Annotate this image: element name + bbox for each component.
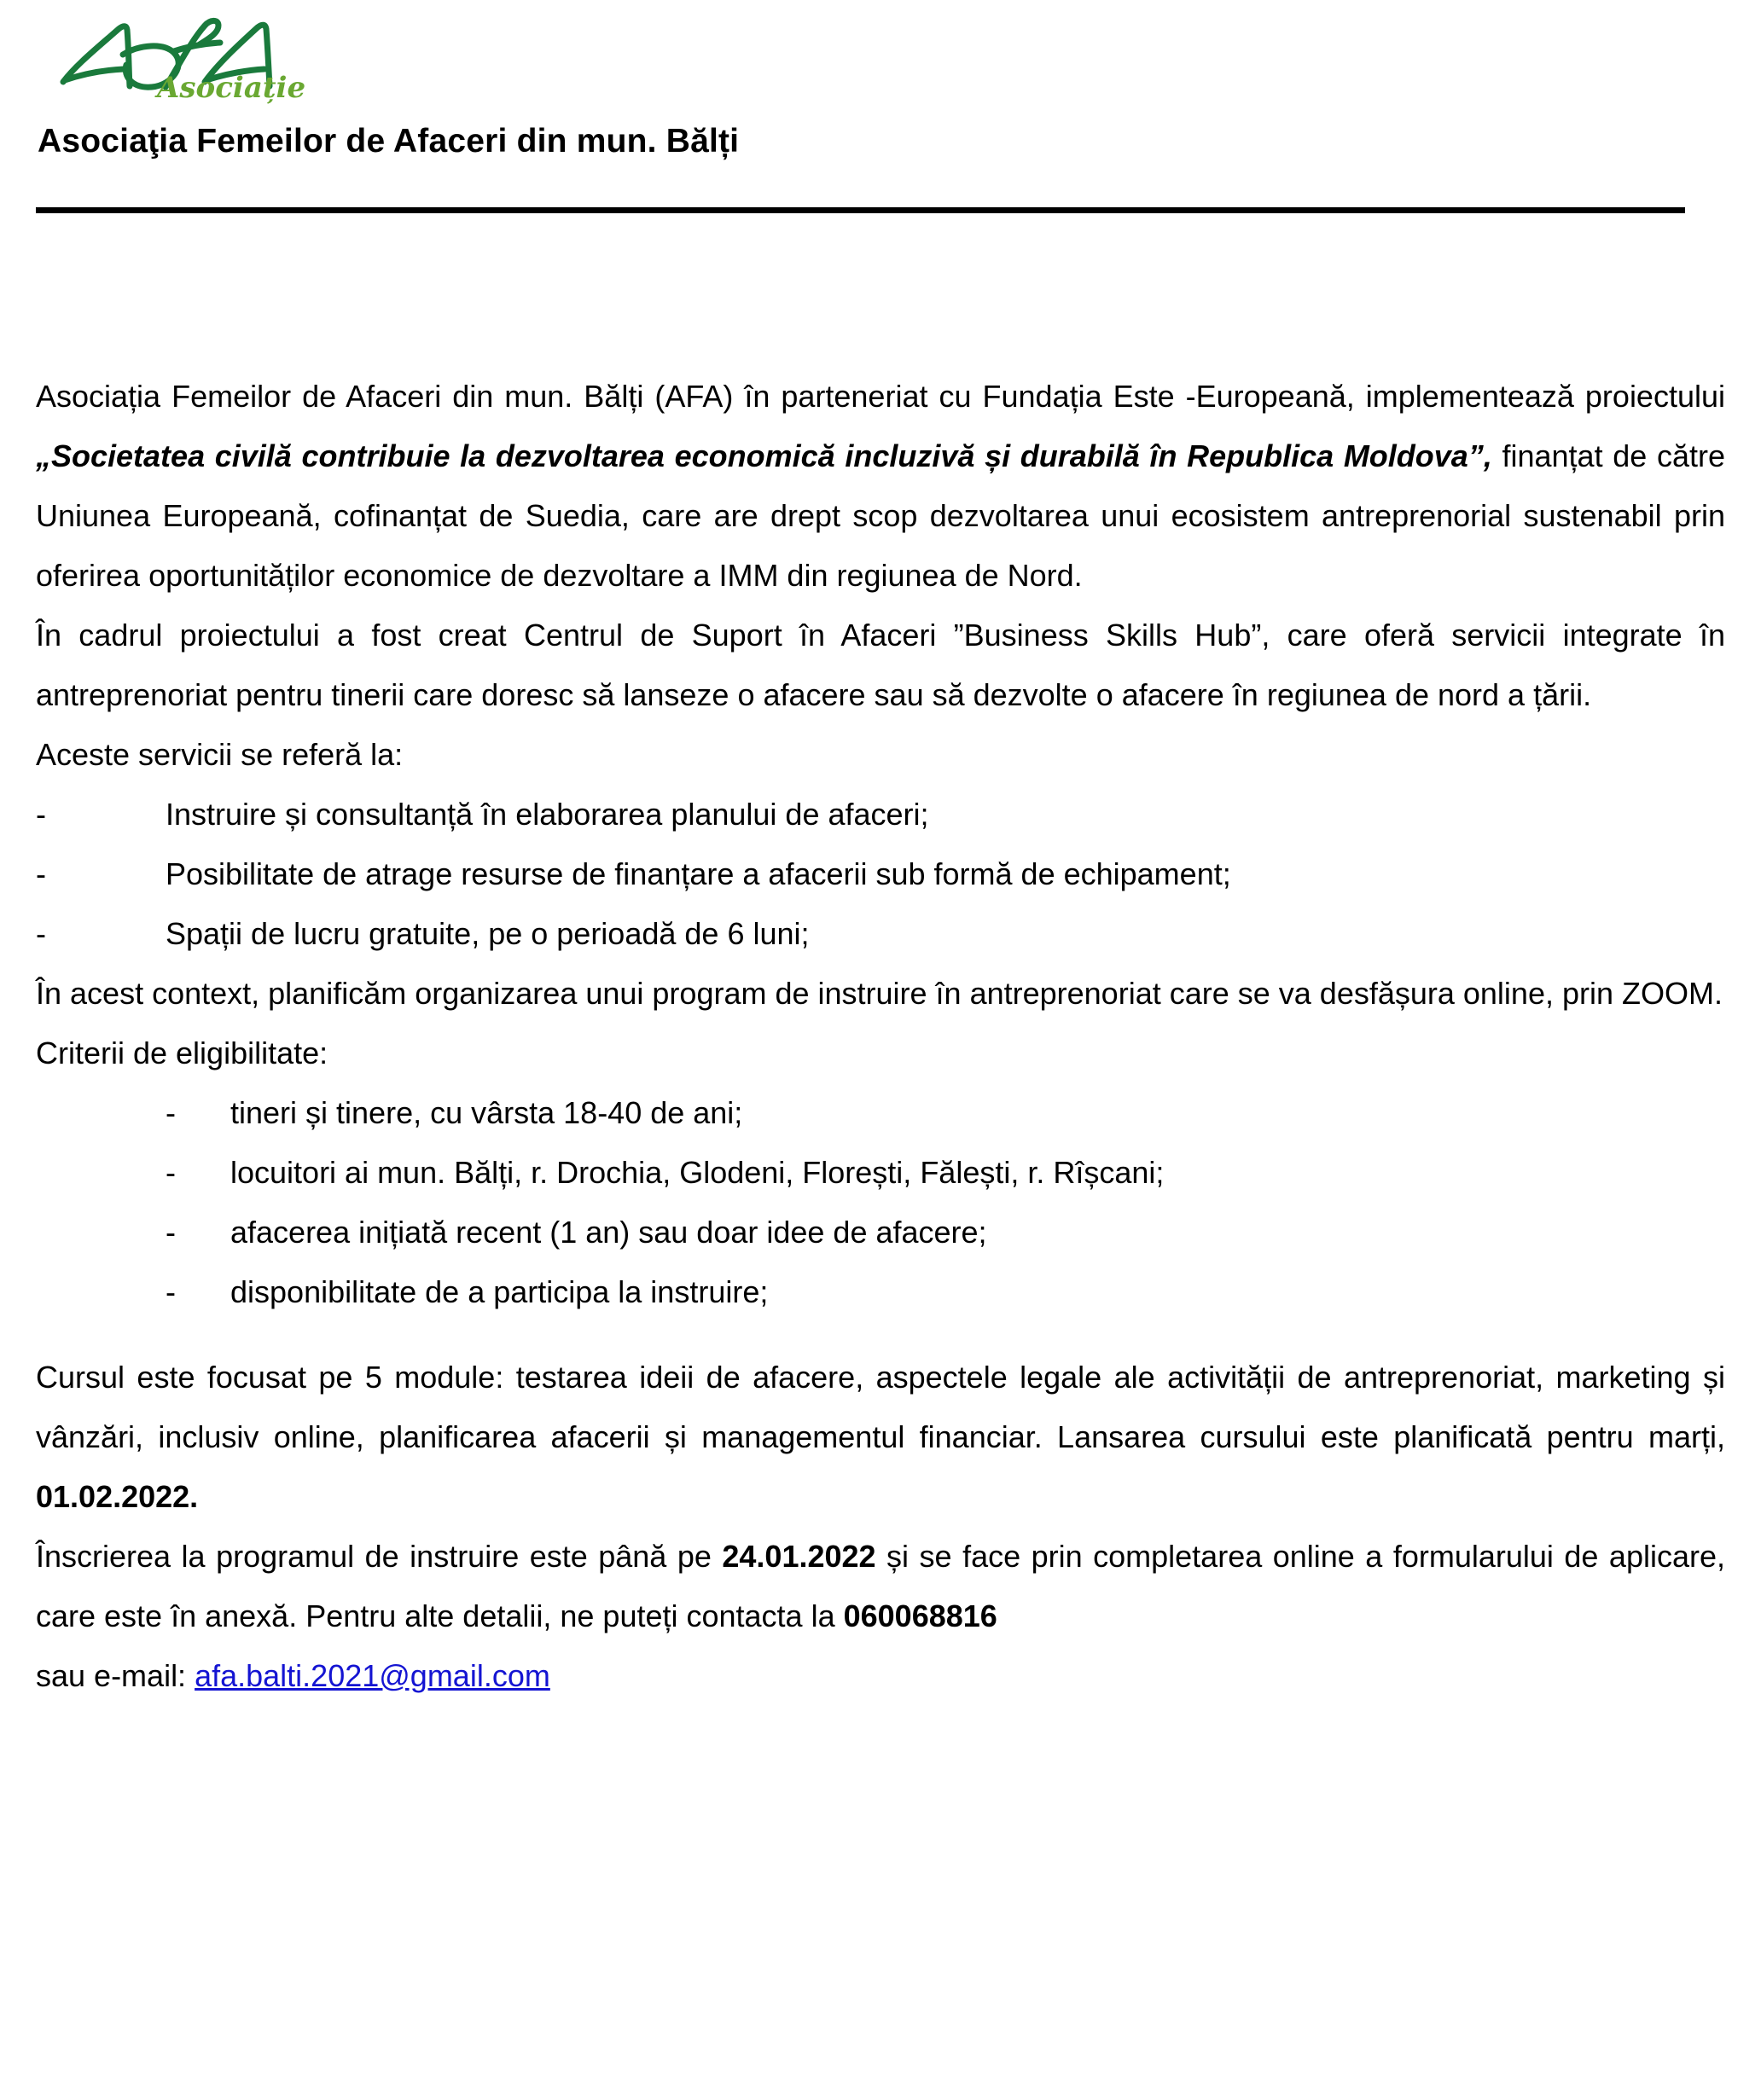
list-item: [36, 904, 1725, 964]
list-item-label: afacerea inițiată recent (1 an) sau doar idee de afacere;: [230, 1215, 987, 1250]
organization-title: Asociaţia Femeilor de Afaceri din mun. Bălți: [38, 123, 740, 160]
afa-logo: [38, 3, 345, 106]
logo-subtitle-text: Asociație: [157, 71, 306, 105]
dash-bullet: -: [166, 1274, 176, 1309]
list-item: [166, 1083, 1725, 1143]
intro-text-part2: finanțat de către Uniunea Europeană, cofinanțat de Suedia, care are drept scop dezvoltarea unui ecosistem antreprenorial sustenabil prin oferirea oportunităților economice de dezvoltare a IMM din regiunea de Nord.: [36, 438, 1725, 593]
list-item: [36, 844, 1725, 904]
list-item: [166, 1203, 1725, 1262]
list-item: [36, 785, 1725, 844]
afa-logo-svg: [38, 3, 345, 106]
paragraph-hub: În cadrul proiectului a fost creat Centrul de Suport în Afaceri ”Business Skills Hub”, care oferă servicii integrate în antreprenoriat pentru tinerii care doresc să lanseze o afacere sau să dezvolte o afacere în regiunea de nord a țării.: [36, 618, 1725, 712]
list-item-label: disponibilitate de a participa la instruire;: [230, 1274, 769, 1309]
dash-bullet: -: [166, 1155, 176, 1190]
paragraph-modules: [36, 1348, 1725, 1527]
project-name: „Societatea civilă contribuie la dezvoltarea economică incluzivă și durabilă în Republica Moldova”,: [36, 438, 1492, 473]
registration-deadline: 24.01.2022: [722, 1539, 876, 1574]
dash-bullet: -: [166, 1215, 176, 1250]
paragraph-criteria-lead: Criterii de eligibilitate:: [36, 1035, 328, 1070]
list-item: [166, 1143, 1725, 1203]
list-item-label: Spații de lucru gratuite, pe o perioadă de 6 luni;: [166, 916, 810, 951]
contact-email-link[interactable]: afa.balti.2021@gmail.com: [195, 1658, 550, 1693]
email-label: sau e-mail:: [36, 1658, 195, 1693]
course-start-date: 01.02.2022.: [36, 1479, 199, 1514]
registration-text-part2: și se face prin completarea online a formularului de aplicare, care este în anexă. Pentru alte detalii, ne puteți contacta la: [36, 1539, 1725, 1633]
spacer: [36, 1322, 1725, 1348]
dash-bullet: -: [166, 1095, 176, 1130]
services-list: [36, 785, 1725, 964]
list-item-label: tineri și tinere, cu vârsta 18-40 de ani;: [230, 1095, 743, 1130]
header-divider: [36, 207, 1685, 213]
dash-bullet: -: [36, 797, 46, 832]
list-item-label: Posibilitate de atrage resurse de finanțare a afacerii sub formă de echipament;: [166, 856, 1231, 891]
list-item-label: Instruire și consultanță în elaborarea planului de afaceri;: [166, 797, 929, 832]
dash-bullet: -: [36, 916, 46, 951]
intro-text-part1: Asociația Femeilor de Afaceri din mun. Bălți (AFA) în parteneriat cu Fundația Este -Europeană, implementează proiectului: [36, 379, 1725, 414]
paragraph-registration: [36, 1527, 1725, 1646]
contact-phone: 060068816: [843, 1598, 997, 1633]
paragraph-intro: [36, 367, 1725, 606]
registration-text-part1: Înscrierea la programul de instruire este până pe: [36, 1539, 723, 1574]
paragraph-context: În acest context, planificăm organizarea unui program de instruire în antreprenoriat care se va desfășura online, prin ZOOM.: [36, 976, 1723, 1011]
dash-bullet: -: [36, 856, 46, 891]
document-body: [36, 367, 1725, 1706]
list-item: [166, 1262, 1725, 1322]
criteria-list: [36, 1083, 1725, 1322]
paragraph-email: [36, 1646, 1725, 1706]
modules-text: Cursul este focusat pe 5 module: testarea ideii de afacere, aspectele legale ale activității de antreprenoriat, marketing și vânzări, inclusiv online, planificarea afacerii și managementul financiar. Lansarea cursului este planificată pentru marți,: [36, 1360, 1725, 1454]
paragraph-services-lead: Aceste servicii se referă la:: [36, 737, 404, 772]
list-item-label: locuitori ai mun. Bălți, r. Drochia, Glodeni, Florești, Fălești, r. Rîșcani;: [230, 1155, 1165, 1190]
